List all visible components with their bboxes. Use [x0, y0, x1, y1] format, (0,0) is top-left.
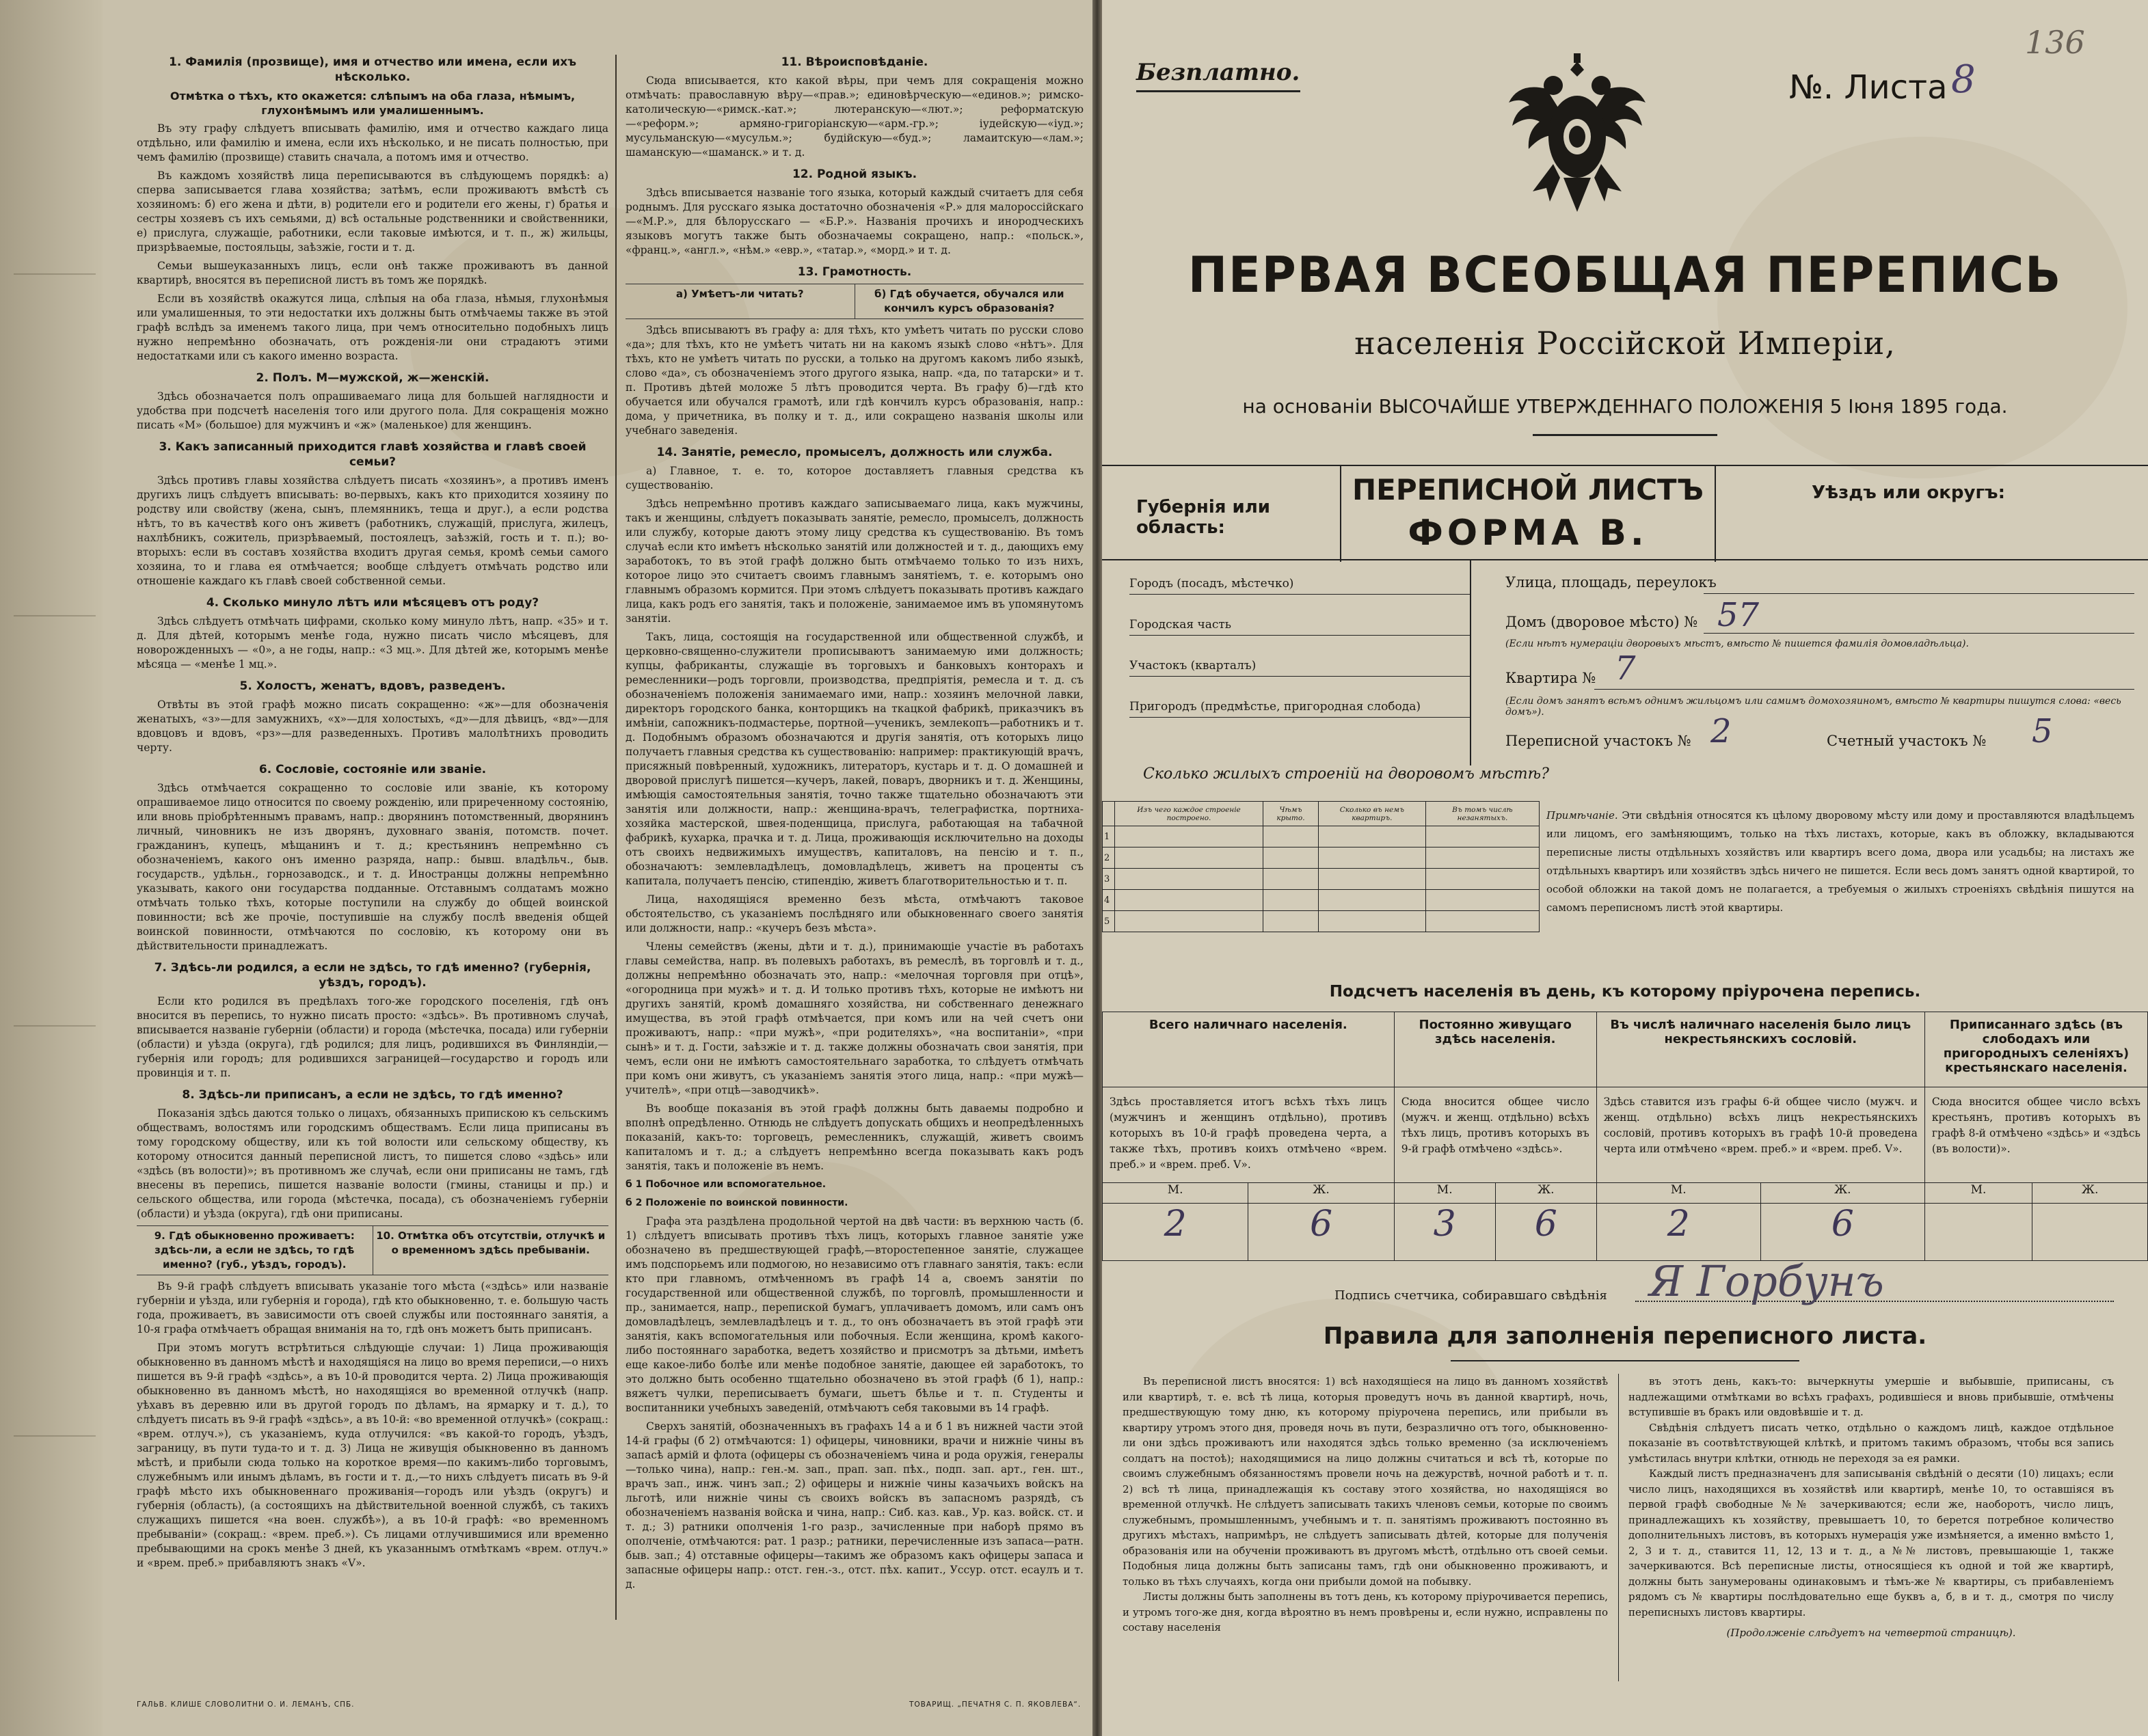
column-divider — [615, 55, 617, 1620]
fill-line — [1704, 633, 2134, 634]
paragraph: Такъ, лица, состоящія на государственной или общественной службѣ, и церковно-священно-служители прописываютъ занимаемую ими должность; купцы, фабриканты, служащіе въ торговыхъ и банковыхъ конторахъ и ремесленники—родъ торговли, производства, предпріятія, ремесла и т. д. съ обозначеніемъ положенія занимаемаго ими, напр.: хозяинъ мелочной лавки, директоръ городского банка, конторщикъ на ткацкой фабрикѣ, приказчикъ въ имѣніи, сапожникъ-подмастерье, портной—ученикъ, землекопъ—работникъ и т. д. Подобнымъ образомъ обозначаются и другія занятія, отъ которыхъ лицо получаетъ главныя средства къ существованію: например: практикующій врачъ, присяжный повѣренный, художникъ, литераторъ, кустарь и т. д. О домашней и дворовой прислугѣ пишется—кучеръ, лакей, поваръ, дворникъ и т. д. Женщины, имѣющія самостоятельныя занятія, точно также тщательно обозначаютъ эти занятія или должности, напр.: женщина-врачъ, телеграфистка, портниха-хозяйка мастерской, швея-поденщица, прислуга, работающая на табачной фабрикѣ, кухарка, прачка и т. д. Лица, проживающія исключительно на доходы отъ своихъ недвижимыхъ имуществъ, капиталовъ, на пенсію и т. п., обозначаютъ: землевладѣлецъ, домовладѣлецъ, живетъ на проценты съ капитала, получаетъ пенсію, стипендію, живетъ благотворительностью и т. п. — [626, 631, 1084, 887]
paragraph: Каждый листъ предназначенъ для записыванія свѣдѣній о десяти (10) лицахъ; если число лицъ, находящихся въ хозяйствѣ или квартирѣ, менѣе 10, то оставшіяся въ первой графѣ свободные №№ зачеркиваются; если же, наоборотъ, число лицъ, принадлежащихъ къ хозяйству, превышаетъ 10, то берется потребное количество дополнительныхъ листовъ, въ которыхъ нумерація уже измѣняется, а именно вмѣсто 1, 2, 3 и т. д., ставится 11, 12, 13 и т. д., а №№ листовъ, превышающіе 1, также зачеркиваются. Всѣ переписные листы, относящіеся къ одной и той же квартирѣ, должны быть занумерованы одинаковымъ и тѣмъ-же № квартиры, съ прибавленіемъ рядомъ съ № квартиры послѣдовательно еще буквъ а, б, в и т. д., смотря по числу переписныхъ листовъ квартиры. — [1628, 1467, 2114, 1618]
section-title: 12. Родной языкъ. — [792, 167, 917, 181]
fill-line — [1594, 689, 2134, 690]
male-header: М. — [1103, 1183, 1248, 1204]
count-value-handwritten: 3 — [1394, 1204, 1495, 1261]
city-field: Городъ (посадъ, мѣстечко) — [1129, 574, 1471, 595]
section-title: 4. Сколько минуло лѣтъ или мѣсяцевъ отъ роду? — [206, 596, 539, 610]
row-number: 5 — [1103, 911, 1115, 932]
table-row — [1103, 869, 1540, 890]
row-number: 3 — [1103, 869, 1115, 890]
suburb-field: Пригородъ (предмѣстье, пригородная слобода) — [1129, 697, 1471, 718]
column-description: Здѣсь проставляется итогъ всѣхъ тѣхъ лицъ (мужчинъ и женщинъ отдѣльно), противъ которыхъ въ 10-й графѣ проведена черта, а также тѣхъ, противъ коихъ отмѣчено «врем. преб.» и «врем. преб. V». — [1103, 1087, 1395, 1183]
paragraph: Здѣсь вписывается названіе того языка, который каждый считаетъ для себя роднымъ. Для русскаго языка достаточно обозначенія «Р.» для малороссійскаго—«М.Р.», для бѣлорусскаго — «Б.Р.». Названія прочихъ и инородческихъ языковъ могутъ также быть обозначаемы сокращено, напр.: «польск.», «франц.», «англ.», «нѣм.» «евр.», «татар.», «морд.» и т. д. — [626, 187, 1084, 256]
table-row — [1103, 847, 1540, 869]
paragraph: Въ эту графу слѣдуетъ вписывать фамилію, имя и отчество каждаго лица отдѣльно, или фамилію и имена, если ихъ нѣсколько, и не писать полностью, при чемъ фамилію (прозвище) ставить сначала, а потомъ имя и отчество. — [137, 122, 608, 163]
column-description: Здѣсь ставится изъ графы 6-й общее число (мужч. и женщ. отдѣльно) всѣхъ лицъ некрестьянскихъ сословій, противъ которыхъ въ графѣ 10-й проведена черта или отмѣчено «врем. преб.» и «врем. преб. V». — [1596, 1087, 1924, 1183]
apartment-label: Квартира № — [1505, 670, 1596, 686]
yard-structures-table — [1102, 801, 1540, 932]
right-page — [1102, 0, 2148, 1736]
instructions-column-right — [626, 48, 1084, 1596]
count-value-handwritten: 6 — [1495, 1204, 1596, 1261]
page-edge-line — [14, 1025, 96, 1027]
paragraph: Здѣсь отмѣчается сокращенно то сословіе или званіе, къ которому опрашиваемое лицо относится по своему рожденію, или приреченному состоянію, или вновь пріобрѣтеннымъ правамъ, напр.: дворянинъ потомственный, дворянинъ личный, чиновникъ не изъ дворянъ, духовнаго званія, потомств. почет. гражданинъ, купецъ, мѣщанинъ и т. д.; крестьянинъ непремѣнно съ обозначеніемъ, какого онъ именно разряда, напр.: бывш. владѣльч., быв. государств., удѣльн., горнозаводск., и т. д. Иностранцы должны непремѣнно указывать, какого они государства подданные. Отставнымъ солдатамъ можно отмѣчать только тѣхъ, которые поступили на службу до общей воинской повинности; всѣ же прочіе, поступившіе на службу послѣ введенія общей воинской повинности, отмѣчаются по сословію, къ которому они въ дѣйствительности принадлежатъ. — [137, 782, 608, 952]
column-header: Чѣмъ крыто. — [1263, 802, 1319, 826]
section-title: 10. Отмѣтка объ отсутствіи, отлучкѣ и о временномъ здѣсь пребываніи. — [376, 1230, 606, 1256]
printer-imprint: ГАЛЬВ. КЛИШЕ СЛОВОЛИТНИ О. И. ЛЕМАНЪ, СПБ. — [137, 1700, 355, 1709]
precinct-field: Участокъ (кварталъ) — [1129, 656, 1471, 677]
count-value-empty — [2032, 1204, 2148, 1261]
paragraph: Лица, находящіяся временно безъ мѣста, отмѣчаютъ таковое обстоятельство, съ указаніемъ послѣдняго или обыкновеннаго своего занятія или должности, напр.: «кучеръ безъ мѣста». — [626, 893, 1084, 934]
column-description: Сюда вносится общее число (мужч. и женщ. отдѣльно) всѣхъ тѣхъ лицъ, противъ которыхъ въ 9-й графѣ отмѣчено «здѣсь». — [1394, 1087, 1596, 1183]
paragraph: Если въ хозяйствѣ окажутся лица, слѣпыя на оба глаза, нѣмыя, глухонѣмыя или умалишенныя, то эти недостатки ихъ должны быть отмѣчаемы также въ этой графѣ вслѣдъ за именемъ такого лица, при чемъ относительно подобныхъ лицъ нужно непремѣнно обозначать, отъ рожденія-ли они страдаютъ этими недостатками или съ какого именно возраста. — [137, 293, 608, 362]
house-label: Домъ (дворовое мѣсто) № — [1505, 614, 1698, 630]
house-number-handwritten: 57 — [1717, 596, 1760, 634]
section-title: 1. Фамилія (прозвище), имя и отчество или имена, если ихъ нѣсколько. — [169, 55, 576, 84]
paragraph: Въ переписной листъ вносятся: 1) всѣ находящіеся на лицо въ данномъ хозяйствѣ или квартирѣ, т. е. всѣ тѣ лица, которыя проведутъ ночь въ данной квартирѣ, ночь, предшествующую тому дню, къ которому пріурочена перепись, или прибыли въ квартиру утромъ этого дня, проведя ночь въ пути, безразлично отъ того, обыкновенно-ли они здѣсь проживаютъ или находятся здѣсь только временно (за исключеніемъ солдатъ на постоѣ); находящимися на лицо должны считаться и всѣ тѣ, которые по своимъ служебнымъ обязанностямъ провели ночь на дежурствѣ, ночной работѣ и т. п. 2) всѣ тѣ лица, принадлежащія къ составу этого хозяйства, но находящіяся во временной отлучкѣ. Не слѣдуетъ записывать такихъ членовъ семьи, которые по своимъ служебнымъ, промышленнымъ, учебнымъ и т. п. занятіямъ проживаютъ постоянно въ другихъ мѣстахъ, напримѣръ, не слѣдуетъ записывать дѣтей, которые для полученія образованія или на обученіи проживаютъ въ другомъ мѣстѣ, отдѣльно отъ своей семьи. Подобныя лица должны быть записаны тамъ, гдѣ они обыкновенно проживаютъ, и только въ тѣхъ случаяхъ, когда они прибыли домой на побывку. — [1123, 1375, 1608, 1588]
section-subtitle: Отмѣтка о тѣхъ, кто окажется: слѣпымъ на оба глаза, нѣмымъ, глухонѣмымъ или умалишеннымъ. — [170, 90, 576, 117]
note-text: Эти свѣдѣнія относятся къ цѣлому дворовому мѣсту или дому и проставляются владѣльцемъ или лицомъ, его замѣняющимъ, только на тѣхъ листахъ, которые, какъ въ обложку, вкладываются переписные листы отдѣльныхъ хозяйствъ или квартиръ всего дома, двора или усадьбы; на листахъ же отдѣльныхъ квартиръ или хозяйствъ здѣсь ничего не пишется. Если весь домъ занятъ одной квартирой, то особой обложки на такой домъ не полагается, а требуемыя о жилыхъ строеніяхъ свѣдѣнія пишутся на самомъ переписномъ листѣ этой квартиры. — [1546, 809, 2134, 914]
column-header: Сколько въ немъ квартиръ. — [1318, 802, 1425, 826]
column-description: Сюда вносится общее число всѣхъ крестьянъ, противъ которыхъ въ графѣ 8-й отмѣчено «здѣсь» и «здѣсь (въ волости)». — [1924, 1087, 2147, 1183]
column-header: Въ томъ числѣ незанятыхъ. — [1425, 802, 1539, 826]
form-header-box — [1102, 465, 2148, 560]
female-header: Ж. — [1248, 1183, 1394, 1204]
double-headed-eagle-emblem — [1499, 48, 1656, 221]
address-right-block — [1485, 560, 2148, 765]
book-gutter — [1092, 0, 1102, 1736]
printer-imprint: ТОВАРИЩ. „ПЕЧАТНЯ С. П. ЯКОВЛЕВА“. — [909, 1700, 1082, 1709]
field-label: Губернія или область: — [1136, 497, 1271, 538]
section-subtitle: а) Умѣетъ-ли читать? — [626, 284, 855, 318]
paragraph: Свѣдѣнія слѣдуетъ писать четко, отдѣльно о каждомъ лицѣ, каждое отдѣльное показаніе въ соотвѣтствующей клѣткѣ, и притомъ такимъ образомъ, чтобы вся запись умѣстилась внутри клѣтки, отнюдь не переходя за ея рамки. — [1628, 1421, 2114, 1465]
address-left-block — [1102, 560, 1471, 765]
paragraph: Здѣсь непремѣнно противъ каждаго записываемаго лица, какъ мужчины, такъ и женщины, слѣдуетъ показывать занятіе, ремесло, промыселъ, должность или службу, которые даютъ этому лицу средства къ существованію. Въ томъ случаѣ если кто имѣетъ нѣсколько занятій или должностей и т. д., дающихъ ему заработокъ, то въ этой графѣ должно быть отмѣчаемо только то изъ нихъ, которое лицо это считаетъ своимъ главнымъ занятіемъ, т. е. которымъ оно главнымъ образомъ кормится. При этомъ слѣдуетъ показывать противъ каждаго лица, какъ родъ его занятія, такъ и положеніе, занимаемое имъ въ упомянутомъ занятіи. — [626, 498, 1084, 625]
section-title: 7. Здѣсь-ли родился, а если не здѣсь, то гдѣ именно? (губернія, уѣздъ, городъ). — [154, 961, 591, 990]
apartment-number-handwritten: 7 — [1615, 649, 1636, 688]
table-row — [1103, 826, 1540, 847]
male-header: М. — [1596, 1183, 1760, 1204]
legal-basis: на основаніи ВЫСОЧАЙШЕ УТВЕРЖДЕННАГО ПОЛОЖЕНІЯ 5 Іюня 1895 года. — [1242, 395, 2008, 418]
column-header: Въ числѣ наличнаго населенія было лицъ некрестьянскихъ сословій. — [1596, 1012, 1924, 1087]
page-edge-stack — [0, 0, 103, 1736]
form-type-code: ФОРМА В. — [1408, 513, 1648, 554]
form-type-title: ПЕРЕПИСНОЙ ЛИСТЪ — [1352, 473, 1704, 506]
page-title: ПЕРВАЯ ВСЕОБЩАЯ ПЕРЕПИСЬ — [1187, 246, 2063, 303]
census-area-handwritten: 2 — [1710, 712, 1732, 750]
table-row — [1103, 911, 1540, 932]
female-header: Ж. — [2032, 1183, 2148, 1204]
section-subtitle: б 2 Положеніе по воинской повинности. — [626, 1197, 848, 1208]
signature-label: Подпись счетчика, собиравшаго свѣдѣнія — [1334, 1288, 1607, 1303]
governorate-field — [1136, 466, 1341, 562]
column-header: Приписаннаго здѣсь (въ слободахъ или пригородныхъ селеніяхъ) крестьянскаго населенія. — [1924, 1012, 2147, 1087]
two-question-header — [626, 284, 1084, 319]
count-value-handwritten: 2 — [1596, 1204, 1760, 1261]
apartment-note: (Если домъ занятъ всѣмъ однимъ жильцомъ или самимъ домохозяиномъ, вмѣсто № квартиры пишутся слова: «весь домъ»). — [1505, 696, 2121, 718]
row-number-header — [1103, 802, 1115, 826]
section-title: 8. Здѣсь-ли приписанъ, а если не здѣсь, то гдѣ именно? — [182, 1088, 563, 1102]
sheet-number-value: 8 — [1951, 57, 1976, 102]
page-edge-line — [14, 1435, 96, 1437]
rules-column-right — [1628, 1374, 2114, 1641]
paragraph: Здѣсь слѣдуетъ отмѣчать цифрами, сколько кому минуло лѣтъ, напр. «35» и т. д. Для дѣтей, которымъ менѣе года, нужно писать число мѣсяцевъ, для новорожденныхъ — «0», а не годы, напр.: «3 мц.». Для дѣтей же, которымъ менѣе мѣсяца — «менѣе 1 мц.». — [137, 615, 608, 670]
paragraph: Здѣсь обозначается полъ опрашиваемаго лица для большей наглядности и удобства при подсчетѣ населенія того или другого пола. Для сокращенія можно писать «М» (большое) для мужчинъ и «ж» (маленькое) для женщинъ. — [137, 390, 608, 431]
street-label: Улица, площадь, переулокъ — [1505, 574, 1717, 591]
continuation-note: (Продолженіе слѣдуетъ на четвертой страницѣ). — [1726, 1627, 2016, 1639]
two-question-header — [137, 1225, 608, 1275]
count-value-handwritten: 6 — [1248, 1204, 1394, 1261]
paragraph: Показанія здѣсь даются только о лицахъ, обязанныхъ припискою къ сельскимъ обществамъ, волостямъ или городскимъ обществамъ. Если лица приписаны въ тому городскому обществу, или къ той волости или сельскому обществу, къ которому относится данный переписной листъ, то пишется слово «здѣсь» или «здѣсь (въ волости)»; въ противномъ же случаѣ, если они приписаны не тамъ, гдѣ внесены въ перепись, пишется названіе волости (гмины, станицы и пр.) и сельского общества, или города (мѣстечка, посада), съ обозначеніемъ губерніи (области) и уѣзда (округа), гдѣ они приписаны. — [137, 1107, 608, 1220]
instructions-column-left — [137, 48, 608, 1575]
field-label: Уѣздъ или округъ: — [1812, 483, 2005, 503]
section-title: 2. Полъ. М—мужской, ж—женскій. — [256, 371, 489, 385]
district-field — [1716, 466, 2148, 562]
underline — [1136, 90, 1300, 92]
row-number: 1 — [1103, 826, 1115, 847]
paragraph: Отвѣты въ этой графѣ можно писать сокращенно: «ж»—для обозначенія женатыхъ, «з»—для замужнихъ, «х»—для холостыхъ, «д»—для дѣвицъ, «вд»—для вдовцовъ и вдовъ, «рз»—для разведенныхъ. Противъ малолѣтнихъ проводить черту. — [137, 699, 608, 754]
divider — [1533, 434, 1717, 436]
paragraph: Въ каждомъ хозяйствѣ лица переписываются въ слѣдующемъ порядкѣ: а) сперва записывается глава хозяйства; затѣмъ, если проживаютъ вмѣстѣ съ хозяиномъ: б) его жена и дѣти, в) родители его и родители его жены, г) братья и сестры хозяевъ съ ихъ семьями, д) всѣ остальные родственники и свойственники, е) прислуга, служащіе, работники, если таковые имѣются, и т. п., ж) жильцы, призрѣваемые, постояльцы, заѣзжіе, гости и т. д. — [137, 169, 608, 254]
page-subtitle: населенія Россійской Имперіи, — [1354, 325, 1896, 362]
count-value-handwritten: 6 — [1760, 1204, 1924, 1261]
table-row — [1103, 890, 1540, 911]
column-header: Всего наличнаго населенія. — [1103, 1012, 1395, 1087]
count-value-handwritten: 2 — [1103, 1204, 1248, 1261]
yards-question: Сколько жилыхъ строеній на дворовомъ мѣстѣ? — [1143, 765, 1549, 783]
paragraph: въ этотъ день, какъ-то: вычеркнуты умершіе и выбывшіе, приписаны, съ надлежащими отмѣтками во всѣхъ графахъ, родившіеся и вновь прибывшіе, отмѣчены вступившіе въ бракъ или овдовѣвшіе и т. д. — [1628, 1375, 2114, 1418]
paragraph: Семьи вышеуказанныхъ лицъ, если онѣ также проживаютъ въ данной квартирѣ, вносятся въ переписной листъ въ томъ же порядкѣ. — [137, 260, 608, 286]
female-header: Ж. — [1760, 1183, 1924, 1204]
paragraph: Здѣсь вписываютъ въ графу а: для тѣхъ, кто умѣетъ читать по русски слово «да»; для тѣхъ, кто не умѣетъ читать ни на какомъ языкѣ слово «нѣтъ». Для тѣхъ, кто не умѣетъ читать по русски, а только на другомъ какомъ либо языкѣ, слово «да», съ обозначеніемъ этого другого языка, напр. «да, по татарски» и т. п. Противъ дѣтей моложе 5 лѣтъ проводится черта. Въ графу б)—гдѣ кто обучается или обучался грамотѣ, или гдѣ кончилъ курсъ образованія, напр.: дома, у причетника, въ полку и т. д., или сокращено названія школы или учебнаго заведенія. — [626, 324, 1084, 437]
paragraph: Графа эта раздѣлена продольной чертой на двѣ части: въ верхнюю часть (б. 1) слѣдуетъ вписывать противъ тѣхъ лицъ, которыхъ главное занятіе уже обозначено въ предшествующей графѣ,—второстепенное занятіе, служащее имъ подспорьемъ или подмогою, но независимо отъ главнаго занятія, такъ: если кто при главномъ, отмѣченномъ въ графѣ 14 а, своемъ занятіи по государственной или общественной службѣ, по торговлѣ, промышленности и пр., занимается, напр., перепиской бумагъ, уплачиваетъ домомъ, или самъ онъ домовладѣлецъ, землевладѣлецъ и т. д., то онъ обозначаетъ въ этой графѣ эти занятія, какъ вспомогательныя или побочныя. Если женщина, кромѣ какого-либо постояннаго заработка, ведетъ хозяйство и присмотръ за дѣтьми, имѣетъ еще какое-либо болѣе или менѣе подобное занятіе, дающее ей заработокъ, то это должно быть особенно тщательно обозначено въ этой графѣ (б 1), напр.: вяжетъ чулки, переписываетъ бумаги, шьетъ бѣлье и т. п. Студенты и воспитанники учебныхъ заведеній, отмѣчаютъ себя таковыми въ 14 графѣ. — [626, 1215, 1084, 1414]
enumerator-signature: Я Горбунъ — [1649, 1256, 1884, 1306]
section-title: 13. Грамотность. — [797, 265, 912, 279]
rules-title: Правила для заполненія переписного листа. — [1323, 1323, 1927, 1350]
yard-note — [1546, 806, 2134, 917]
count-area-handwritten: 5 — [2032, 712, 2053, 750]
section-title: 6. Сословіе, состояніе или званіе. — [258, 763, 487, 776]
count-area-label: Счетный участокъ № — [1827, 733, 1987, 749]
paragraph: Члены семействъ (жены, дѣти и т. д.), принимающіе участіе въ работахъ главы семейства, напр. въ полевыхъ работахъ, въ ремеслѣ, въ торговлѣ и т. д., должны непремѣнно обозначать это, напр.: «мелочная торговля при отцѣ», «огородница при мужѣ» и т. д. И только противъ тѣхъ, которые не имѣютъ ни другихъ занятій, кромѣ домашняго хозяйства, ни собственнаго денежнаго имущества, въ этой графѣ отмѣчается, при комъ или на чей счетъ они проживаютъ, напр.: «при мужѣ», «при родителяхъ», «на воспитаніи», «при сынѣ» и т. д. Гости, заѣзжіе и т. д. также должны обозначать свои занятія, при чемъ, если они не имѣютъ самостоятельнаго заработка, то слѣдуетъ отмѣчать при комъ они живутъ, съ указаніемъ занятія этого лица, напр.: «при мужѣ—учителѣ», «при отцѣ—заводчикѣ». — [626, 940, 1084, 1096]
column-header: Постоянно живущаго здѣсь населенія. — [1394, 1012, 1596, 1087]
section-subtitle: б 1 Побочное или вспомогательное. — [626, 1179, 827, 1190]
census-area-label: Переписной участокъ № — [1505, 733, 1691, 749]
sheet-number-label: №. Листа — [1789, 68, 1948, 107]
column-divider — [1618, 1374, 1619, 1681]
section-title: 3. Какъ записанный приходится главѣ хозяйства и главѣ своей семьи? — [159, 440, 587, 469]
section-title: 11. Вѣроисповѣданіе. — [781, 55, 928, 69]
male-header: М. — [1924, 1183, 2032, 1204]
count-title: Подсчетъ населенія въ день, къ которому пріурочена перепись. — [1329, 983, 1921, 1001]
row-number: 4 — [1103, 890, 1115, 911]
note-label: Примѣчаніе. — [1546, 809, 1618, 822]
free-label: Безплатно. — [1136, 59, 1300, 86]
column-header: Изъ чего каждое строеніе построено. — [1115, 802, 1263, 826]
paragraph: а) Главное, т. е. то, которое доставляетъ главныя средства къ существованію. — [626, 465, 1084, 491]
paper-stain — [1717, 137, 2127, 478]
fill-line — [1704, 593, 2134, 594]
count-value-empty — [1924, 1204, 2032, 1261]
female-header: Ж. — [1495, 1183, 1596, 1204]
page-edge-line — [14, 615, 96, 616]
male-header: М. — [1394, 1183, 1495, 1204]
divider — [1451, 1360, 1799, 1361]
paragraph: Сюда вписывается, кто какой вѣры, при чемъ для сокращенія можно отмѣчать: православную вѣру—«прав.»; единовѣрческую—«единов.»; римско-католическую—«римск.-кат.»; лютеранскую—«лют.»; реформатскую—«реформ.»; армяно-григоріанскую—«арм.-гр.»; іудейскую—«іуд.»; мусульманскую—«мусульм.»; будійскую—«буд.»; ламаитскую—«лам.»; шаманскую—«шаманск.» и т. д. — [626, 74, 1084, 159]
paragraph: При этомъ могутъ встрѣтиться слѣдующіе случаи: 1) Лица проживающія обыкновенно въ данномъ мѣстѣ и находящіяся на лицо во время переписи,—о нихъ пишется въ 9-й графѣ «здѣсь», а въ 10-й проводится черта. 2) Лица проживающія обыкновенно въ данномъ мѣстѣ, но находящіяся во временной отлучкѣ (напр. уѣхавъ въ деревню или въ другой городъ по дѣламъ, на ярмарку и т. д.), то слѣдуетъ писать въ 9-й графѣ «здѣсь», а въ 10-й: «во временной отлучкѣ» (сокращ.: «врем. отлуч.»), съ указаніемъ, куда отлучился: «въ какой-то городъ, уѣздъ, заграницу, въ пути туда-то и т. д. 3) Лица не живущія обыкновенно въ данномъ мѣстѣ, и прибыли сюда только на короткое время—по какимъ-либо торговымъ, служебнымъ или инымъ дѣламъ, въ гости и т. д.,—то нихъ слѣдуетъ писать въ 9-й графѣ мѣсто ихъ обыкновеннаго проживанія—городъ или уѣздъ (округъ) и губернія (область), (а состоящихъ на дѣйствительной военной службѣ, съ такихъ служащихъ пишется «на воен. службѣ»), а въ 10-й графѣ: «во временномъ пребываніи» (сокращ.: «врем. преб.»). Съ лицами отлучившимися или временно пребывающими на срокъ менѣе 3 дней, къ указаннымъ отмѣткамъ «врем. отлуч.» и «врем. преб.» прибавляютъ знакъ «V». — [137, 1342, 608, 1569]
page-edge-line — [14, 273, 96, 275]
section-title: 9. Гдѣ обыкновенно проживаетъ: здѣсь-ли, а если не здѣсь, то гдѣ именно? (губ., уѣздъ, городъ). — [137, 1226, 373, 1275]
paragraph: Если кто родился въ предѣлахъ того-же городского поселенія, гдѣ онъ вносится въ перепись, то нужно писать просто: «здѣсь». Въ противномъ случаѣ, вписывается названіе губерніи (области) и города (мѣстечка, посада) или губерніи (области) и уѣзда (округа), гдѣ родился; для лицъ, родившихся въ Финляндіи,—губернія или городъ; для родившихся заграницей—государство и городъ или провинція и т. п. — [137, 995, 608, 1079]
paragraph: Здѣсь противъ главы хозяйства слѣдуетъ писать «хозяинъ», а противъ именъ другихъ лицъ слѣдуетъ вписывать: во-первыхъ, какъ кто приходится хозяину по родству или свойству (жена, сынъ, племянникъ, теща и друг.), а если родства нѣтъ, то въ качествѣ кого онъ живетъ (работникъ, служащій, прислуга, жилецъ, нахлѣбникъ, сожитель, призрѣваемый, постоялецъ, заѣзжій, гость и т. п.); во-вторыхъ: если въ составъ хозяйства входитъ другая семья, кромѣ семьи самого хозяина, то и глава ея отмѣчается; вообще слѣдуетъ отмѣчать родство или отношеніе каждаго къ главѣ своей собственной семьи. — [137, 474, 608, 587]
house-note: (Если нѣтъ нумераціи дворовыхъ мѣстъ, вмѣсто № пишется фамилія домовладѣльца). — [1505, 638, 1969, 649]
section-subtitle: б) Гдѣ обучается, обучался или кончилъ курсъ образованія? — [874, 288, 1064, 314]
form-type-box — [1341, 466, 1716, 562]
section-title: 5. Холостъ, женатъ, вдовъ, разведенъ. — [239, 679, 506, 693]
city-part-field: Городская часть — [1129, 615, 1471, 636]
paragraph: Сверхъ занятій, обозначенныхъ въ графахъ 14 а и б 1 въ нижней части этой 14-й графы (б 2) отмѣчаются: 1) офицеры, чиновники, врачи и нижніе чины въ запасѣ армій и флота (офицеры съ обозначеніемъ чина и рода оружія, генералы—только чина), напр.: ген.-м. зап., прап. зап. пѣх., подп. зап. арт., ген. шт., врачъ зап., инж. чинъ зап.; 2) офицеры и нижніе чины казачьихъ войскъ на льготѣ, или нижніе чины съ своихъ войскъ въ запасномъ разрядѣ, съ обозначеніемъ названія войска и чина, напр.: Сиб. каз. кав., Ур. каз. войск. ст. и т. д.; 3) ратники ополченія 1-го разр., зачисленные при наборѣ прямо въ ополченіе, отмѣчаются: рат. 1 разр.; ратники, перечисленные изъ запаса—ратн. быв. зап.; 4) отставные офицеры—такимъ же образомъ какъ офицеры запаса и запасные офицеры напр.: отст. ген.-з., отст. пѣх. капит., Уссур. отст. есаулъ и т. д. — [626, 1420, 1084, 1590]
section-title: 14. Занятіе, ремесло, промыселъ, должность или служба. — [656, 446, 1053, 459]
archive-page-number: 136 — [2025, 24, 2085, 61]
paragraph: Листы должны быть заполнены въ тотъ день, къ которому пріурочивается перепись, и утромъ того-же дня, когда вѣроятно въ немъ провѣрены и, если нужно, исправлены по составу населенія — [1123, 1590, 1608, 1633]
rules-column-left — [1123, 1374, 1608, 1636]
population-count-table — [1102, 1012, 2148, 1261]
row-number: 2 — [1103, 847, 1115, 869]
paragraph: Въ 9-й графѣ слѣдуетъ вписывать указаніе того мѣста («здѣсь» или названіе губерніи и уѣзда, или губернія и города), гдѣ кто обыкновенно, т. е. большую часть года, проживаетъ, въ зависимости отъ своей службы или постояннаго занятія, а 10-я графа отмѣчаетъ обращая вниманія на то, гдѣ онъ можетъ быть приписанъ. — [137, 1280, 608, 1335]
paragraph: Въ вообще показанія въ этой графѣ должны быть даваемы подробно и вполнѣ опредѣленно. Отнюдь не слѣдуетъ допускать общихъ и неопредѣленныхъ показаній, какъ-то: торговецъ, ремесленникъ, служащій, живетъ своимъ капиталомъ и т. д.; а слѣдуетъ непремѣнно всегда показывать какъ родъ занятія, такъ и положеніе въ немъ. — [626, 1102, 1084, 1172]
